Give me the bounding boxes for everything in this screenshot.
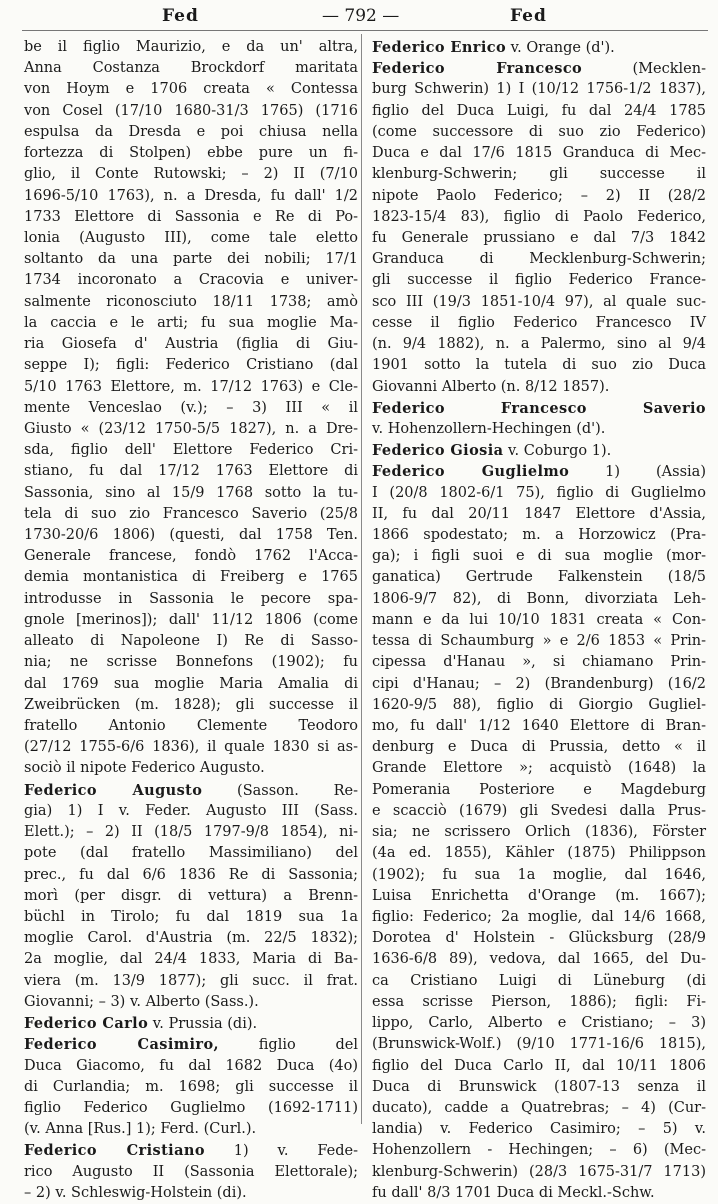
text-line	[24, 483, 358, 504]
line-text: nipote Paolo Federico; – 2) II (28/2	[372, 187, 706, 204]
text-line	[24, 928, 358, 949]
line-text: 1636-6/8 89), vedova, dal 1665, del Du-	[372, 951, 706, 968]
line-text: v. Coburgo 1).	[503, 443, 612, 460]
text-line	[24, 143, 358, 164]
line-text: 1) v. Fede-	[204, 1143, 358, 1160]
header-rule	[22, 30, 708, 31]
text-line	[24, 228, 358, 249]
line-text: 1901 sotto la tutela di suo zio Duca	[372, 357, 706, 374]
line-text: espulsa da Dresda e poi chiusa nella	[24, 123, 358, 140]
text-line	[372, 737, 706, 758]
text-line	[24, 101, 358, 122]
text-line	[372, 334, 706, 355]
line-text: lippo, Carlo, Alberto e Cristiano; – 3)	[372, 1015, 706, 1032]
text-line	[24, 461, 358, 482]
text-line	[372, 1056, 706, 1077]
line-text: tessa di Schaumburg » e 2/6 1853 « Prin-	[372, 633, 706, 650]
text-line	[24, 992, 358, 1013]
line-text: gli successe il figlio Federico France-	[372, 272, 706, 289]
line-text: sociò il nipote Federico Augusto.	[24, 760, 265, 777]
line-text: (Mecklen-	[582, 61, 707, 78]
text-line	[372, 292, 706, 313]
text-line	[24, 610, 358, 631]
line-text: figlio del Duca Luigi, fu dal 24/4 1785	[372, 102, 706, 119]
text-line	[24, 1077, 358, 1098]
text-line	[24, 334, 358, 355]
text-line	[24, 1183, 358, 1204]
text-line	[24, 652, 358, 673]
text-line	[24, 865, 358, 886]
text-line	[24, 525, 358, 546]
line-text: cesse il figlio Federico Francesco IV	[372, 314, 706, 331]
entry-headword: Federico Francesco	[372, 60, 583, 78]
text-line	[372, 780, 706, 801]
line-text: Elett.); – 2) II (18/5 1797-9/8 1854), ni-	[24, 824, 358, 841]
text-line	[24, 1056, 358, 1077]
text-line	[372, 525, 706, 546]
line-text: ria Giosefa d' Austria (figlia di Giu-	[24, 336, 358, 353]
text-line	[372, 313, 706, 334]
line-text: (v. Anna [Rus.] 1); Ferd. (Curl.).	[24, 1121, 257, 1138]
entry-headword-line	[24, 1034, 358, 1055]
line-text: Hohenzollern - Hechingen; – 6) (Mec-	[372, 1142, 706, 1159]
text-line	[24, 631, 358, 652]
line-text: fu Generale prussiano e dal 7/3 1842	[372, 229, 706, 246]
text-line	[372, 886, 706, 907]
text-line	[372, 1034, 706, 1055]
line-text: – 2) v. Schleswig-Holstein (di).	[24, 1184, 247, 1201]
line-text: von Cosel (17/10 1680-31/3 1765) (1716	[24, 102, 358, 119]
line-text: sia; ne scrissero Orlich (1836), Förster	[372, 824, 706, 841]
line-text: klenburg-Schwerin) (28/3 1675-31/7 1713)	[372, 1163, 706, 1180]
text-line	[372, 101, 706, 122]
line-text: ga); i figli suoi e di sua moglie (mor-	[372, 548, 706, 565]
entry-headword: Federico Carlo	[24, 1015, 149, 1033]
line-text: moglie Carol. d'Austria (m. 22/5 1832);	[24, 930, 358, 947]
line-text: morì (per disgr. di vettura) a Brenn-	[24, 887, 358, 904]
line-text: 1733 Elettore di Sassonia e Re di Po-	[24, 208, 358, 225]
text-line	[24, 567, 358, 588]
text-line	[24, 907, 358, 928]
text-line	[372, 1140, 706, 1161]
text-line	[24, 843, 358, 864]
text-line	[372, 377, 706, 398]
line-text: prec., fu dal 6/6 1836 Re di Sassonia;	[24, 866, 358, 883]
text-line	[24, 37, 358, 58]
right-column	[372, 37, 706, 1204]
line-text: Giovanni; – 3) v. Alberto (Sass.).	[24, 993, 259, 1010]
line-text: figlio Federico Guglielmo (1692-1711)	[24, 1099, 358, 1116]
text-line	[372, 843, 706, 864]
line-text: rico Augusto II (Sassonia Elettorale);	[24, 1163, 358, 1180]
entry-headword-line	[372, 398, 706, 419]
line-text: figlio: Federico; 2a moglie, dal 14/6 1668,	[372, 908, 706, 925]
text-line	[372, 143, 706, 164]
line-text: v. Orange (d').	[506, 40, 615, 56]
line-text: Granduca di Mecklenburg-Schwerin;	[372, 251, 706, 268]
line-text: Duca Giacomo, fu dal 1682 Duca (4o)	[24, 1057, 358, 1074]
line-text: 5/10 1763 Elettore, m. 17/12 1763) e Cle-	[24, 378, 358, 395]
text-line	[372, 122, 706, 143]
line-text: tela di suo zio Francesco Saverio (25/8	[24, 505, 358, 522]
line-text: ganatica) Gertrude Falkenstein (18/5	[372, 569, 706, 586]
text-line	[24, 398, 358, 419]
text-line	[372, 546, 706, 567]
line-text: klenburg-Schwerin; gli successe il	[372, 166, 706, 183]
text-line	[372, 1162, 706, 1183]
line-text: (Sasson. Re-	[202, 782, 358, 799]
line-text: 1) (Assia)	[569, 464, 706, 481]
line-text: Duca e dal 17/6 1815 Granduca di Mec-	[372, 145, 706, 162]
text-line	[372, 695, 706, 716]
line-text: pote (dal fratello Massimiliano) del	[24, 845, 358, 862]
line-text: Duca di Brunswick (1807-13 senza il	[372, 1078, 706, 1095]
line-text: e scacciò (1679) gli Svedesi dalla Prus-	[372, 802, 706, 819]
text-line	[24, 546, 358, 567]
entry-headword-line	[24, 1140, 358, 1161]
line-text: (27/12 1755-6/6 1836), il quale 1830 si as-	[24, 739, 358, 756]
text-line	[24, 695, 358, 716]
text-line	[24, 1162, 358, 1183]
text-line	[24, 270, 358, 291]
text-line	[372, 567, 706, 588]
text-line	[372, 674, 706, 695]
page-number: — 792 —	[322, 6, 400, 26]
entry-headword-line	[372, 461, 706, 482]
left-column	[24, 37, 358, 1204]
line-text: fortezza di Stolpen) ebbe pure un fi-	[24, 145, 358, 162]
entry-headword: Federico Enrico	[372, 39, 507, 56]
text-line	[372, 207, 706, 228]
line-text: II, fu dal 20/11 1847 Elettore d'Assia,	[372, 505, 706, 522]
text-line	[372, 907, 706, 928]
line-text: mo, fu dall' 1/12 1640 Elettore di Bran-	[372, 718, 706, 734]
line-text: Sassonia, sino al 15/9 1768 sotto la tu-	[24, 484, 358, 501]
line-text: I (20/8 1802-6/1 75), figlio di Guglielmo	[372, 484, 706, 501]
line-text: Dorotea d' Holstein - Glücksburg (28/9	[372, 930, 706, 947]
line-text: fu dall' 8/3 1701 Duca di Meckl.-Schw.	[372, 1184, 655, 1201]
line-text: büchl in Tirolo; fu dal 1819 sua 1a	[24, 908, 358, 925]
line-text: stiano, fu dal 17/12 1763 Elettore di	[24, 463, 358, 480]
line-text: sda, figlio dell' Elettore Federico Cri-	[24, 442, 358, 459]
text-line	[372, 1013, 706, 1034]
line-text: mente Venceslao (v.); – 3) III « il	[24, 399, 358, 416]
text-line	[24, 949, 358, 970]
line-text: Luisa Enrichetta d'Orange (m. 1667);	[372, 887, 706, 904]
text-line	[372, 228, 706, 249]
line-text: nia; ne scrisse Bonnefons (1902); fu	[24, 654, 358, 671]
line-text: Grande Elettore »; acquistò (1648) la	[372, 760, 706, 777]
text-line	[24, 886, 358, 907]
line-text: salmente riconosciuto 18/11 1738; amò	[24, 293, 358, 310]
line-text: Generale francese, fondò 1762 l'Acca-	[24, 548, 358, 565]
text-line	[24, 313, 358, 334]
text-line	[372, 822, 706, 843]
line-text: soltanto da una parte dei nobili; 17/1	[24, 251, 358, 268]
text-line	[24, 58, 358, 79]
line-text: 1696-5/10 1763), n. a Dresda, fu dall' 1/2	[24, 187, 358, 204]
text-line	[372, 249, 706, 270]
text-line	[24, 971, 358, 992]
text-line	[372, 270, 706, 291]
text-line	[372, 758, 706, 779]
entry-headword: Federico Giosia	[372, 442, 504, 460]
text-line	[372, 928, 706, 949]
text-line	[372, 971, 706, 992]
line-text: figlio del Duca Carlo II, dal 10/11 1806	[372, 1057, 706, 1074]
text-line	[24, 249, 358, 270]
text-line	[372, 79, 706, 100]
text-line	[24, 758, 358, 779]
line-text: introdusse in Sassonia le pecore spa-	[24, 590, 358, 607]
line-text: la caccia e le arti; fu sua moglie Ma-	[24, 314, 358, 331]
text-line	[24, 1098, 358, 1119]
text-line	[372, 1183, 706, 1204]
line-text: (Brunswick-Wolf.) (9/10 1771-16/6 1815),	[372, 1036, 706, 1053]
text-line	[372, 355, 706, 376]
text-line	[372, 483, 706, 504]
line-text: Giovanni Alberto (n. 8/12 1857).	[372, 378, 610, 395]
line-text: essa scrisse Pierson, 1886); figli: Fi-	[372, 993, 706, 1010]
line-text: demia montanistica di Freiberg e 1765	[24, 569, 358, 586]
entry-headword-line	[372, 58, 706, 79]
line-text: 1866 spodestato; m. a Horzowicz (Pra-	[372, 527, 706, 544]
text-line	[372, 419, 706, 440]
line-text: denburg e Duca di Prussia, detto « il	[372, 739, 706, 756]
text-line	[372, 631, 706, 652]
text-line	[24, 292, 358, 313]
line-text: 2a moglie, dal 24/4 1833, Maria di Ba-	[24, 951, 358, 968]
text-line	[24, 164, 358, 185]
line-text: burg Schwerin) 1) I (10/12 1756-1/2 1837),	[372, 81, 706, 98]
line-text: ca Cristiano Luigi di Lüneburg (di	[372, 972, 706, 989]
line-text: Zweibrücken (m. 1828); gli successe il	[24, 696, 358, 713]
text-line	[372, 949, 706, 970]
line-text: (1902); fu sua 1a moglie, dal 1646,	[372, 866, 706, 883]
line-text: mann e da lui 10/10 1831 creata « Con-	[372, 611, 706, 628]
line-text: glio, il Conte Rutowski; – 2) II (7/10	[24, 166, 358, 183]
entry-headword: Federico Francesco Saverio	[372, 399, 706, 417]
column-divider	[361, 34, 362, 1124]
text-line	[24, 716, 358, 737]
line-text: di Curlandia; m. 1698; gli successe il	[24, 1078, 358, 1095]
page-header	[0, 4, 718, 28]
line-text: Giusto « (23/12 1750-5/5 1827), n. a Dre-	[24, 420, 358, 437]
text-line	[24, 207, 358, 228]
text-line	[24, 737, 358, 758]
line-text: lonia (Augusto III), come tale eletto	[24, 229, 358, 246]
text-line	[24, 822, 358, 843]
line-text: figlio del	[218, 1037, 358, 1054]
line-text: (4a ed. 1855), Kähler (1875) Philippson	[372, 845, 706, 862]
line-text: be il figlio Maurizio, e da un' altra,	[24, 39, 358, 55]
entry-headword-line	[24, 1013, 358, 1034]
line-text: cipi d'Hanau; – 2) (Brandenburg) (16/2	[372, 675, 706, 692]
line-text: sco III (19/3 1851-10/4 97), al quale suc-	[372, 293, 706, 310]
line-text: 1734 incoronato a Cracovia e univer-	[24, 272, 358, 289]
text-line	[24, 674, 358, 695]
text-line	[24, 504, 358, 525]
line-text: ducato), cadde a Quatrebras; – 4) (Cur-	[372, 1099, 706, 1116]
line-text: v. Prussia (di).	[148, 1016, 258, 1033]
line-text: viera (m. 13/9 1877); gli succ. il frat.	[24, 972, 358, 989]
line-text: fratello Antonio Clemente Teodoro	[24, 718, 358, 734]
text-line	[372, 992, 706, 1013]
running-head-left: Fed	[162, 6, 199, 26]
text-line	[372, 504, 706, 525]
text-line	[372, 1077, 706, 1098]
line-text: dal 1769 sua moglie Maria Amalia di	[24, 675, 358, 692]
line-text: Pomerania Posteriore e Magdeburg	[372, 781, 706, 798]
line-text: 1730-20/6 1806) (questi, dal 1758 Ten.	[24, 527, 358, 544]
entry-headword-line	[24, 780, 358, 801]
entry-headword-line	[372, 37, 706, 58]
entry-headword: Federico Cristiano	[24, 1142, 205, 1160]
text-line	[372, 801, 706, 822]
line-text: 1823-15/4 83), figlio di Paolo Federico,	[372, 208, 706, 225]
line-text: seppe I); figli: Federico Cristiano (dal	[24, 357, 358, 374]
line-text: gia) 1) I v. Feder. Augusto III (Sass.	[24, 802, 358, 819]
line-text: von Hoym e 1706 creata « Contessa	[24, 81, 358, 98]
text-line	[24, 801, 358, 822]
text-line	[372, 716, 706, 737]
text-line	[372, 652, 706, 673]
line-text: v. Hohenzollern-Hechingen (d').	[372, 420, 606, 437]
text-line	[24, 440, 358, 461]
running-head-right: Fed	[510, 6, 547, 26]
line-text: 1806-9/7 82), di Bonn, divorziata Leh-	[372, 590, 706, 607]
text-line	[24, 377, 358, 398]
text-line	[24, 355, 358, 376]
text-line	[372, 1119, 706, 1140]
text-line	[24, 419, 358, 440]
text-line	[24, 589, 358, 610]
line-text: Anna Costanza Brockdorf maritata	[24, 60, 358, 77]
entry-headword: Federico Casimiro,	[24, 1036, 219, 1054]
line-text: gnole [merinos]); dall' 11/12 1806 (come	[24, 611, 358, 628]
line-text: landia) v. Federico Casimiro; – 5) v.	[372, 1121, 706, 1138]
text-line	[24, 79, 358, 100]
entry-headword-line	[372, 440, 706, 461]
text-line	[372, 186, 706, 207]
line-text: cipessa d'Hanau », si chiamano Prin-	[372, 654, 706, 671]
line-text: 1620-9/5 88), figlio di Giorgio Gugliel-	[372, 696, 706, 713]
text-line	[372, 610, 706, 631]
text-line	[372, 1098, 706, 1119]
line-text: alleato di Napoleone I) Re di Sasso-	[24, 633, 358, 650]
entry-headword: Federico Augusto	[24, 781, 203, 799]
text-line	[24, 122, 358, 143]
line-text: (n. 9/4 1882), n. a Palermo, sino al 9/4	[372, 336, 706, 353]
line-text: (come successore di suo zio Federico)	[372, 123, 706, 140]
text-line	[24, 186, 358, 207]
text-line	[372, 164, 706, 185]
text-line	[372, 589, 706, 610]
entry-headword: Federico Guglielmo	[372, 463, 570, 481]
text-line	[372, 865, 706, 886]
text-line	[24, 1119, 358, 1140]
